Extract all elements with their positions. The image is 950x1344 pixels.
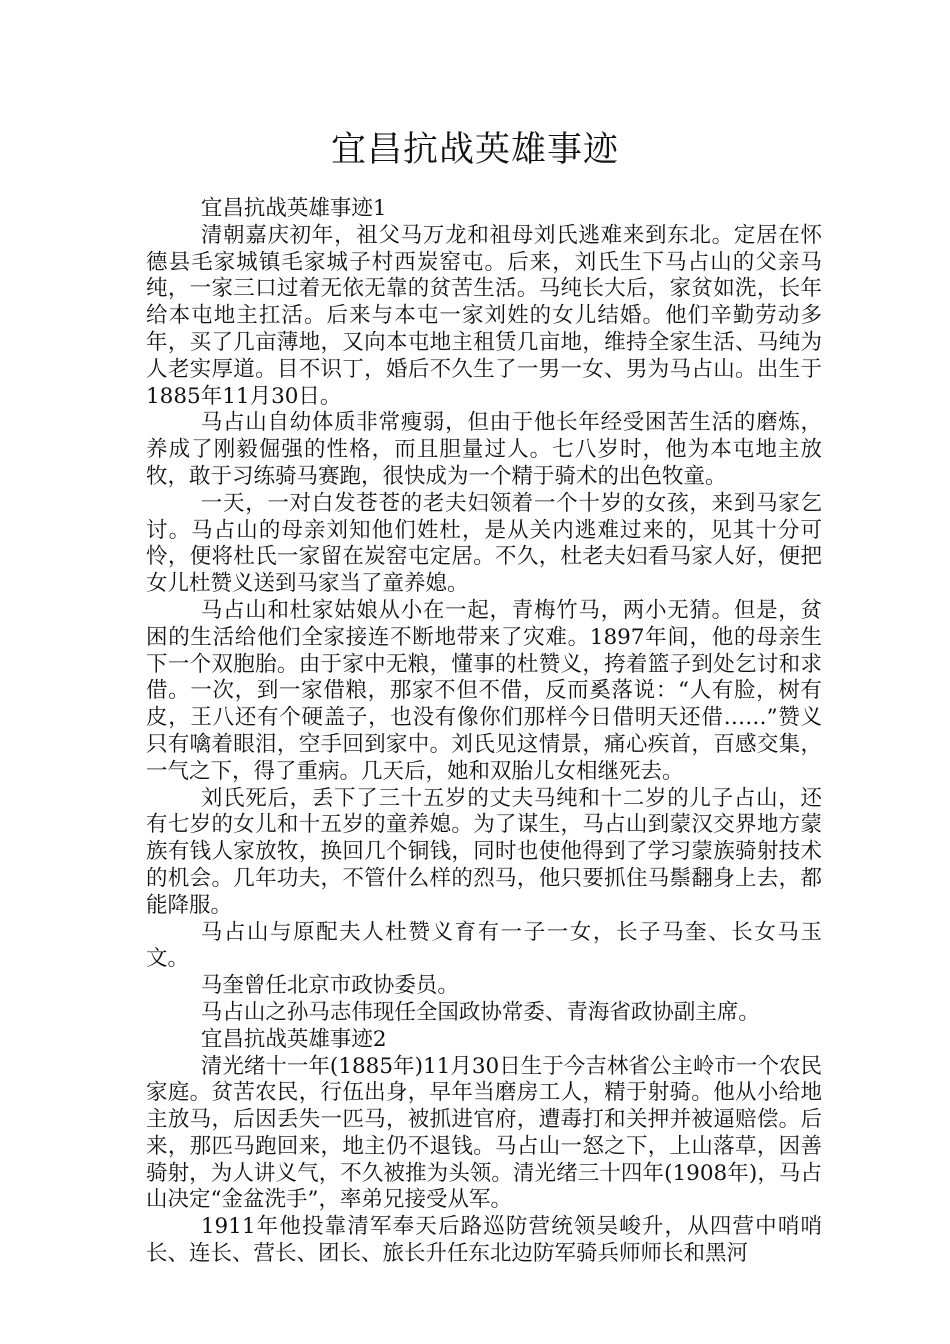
paragraph: 清朝嘉庆初年，祖父马万龙和祖母刘氏逃难来到东北。定居在怀德县毛家城镇毛家城子村西炭窑屯。后来，刘氏生下马占山的父亲马纯，一家三口过着无依无靠的贫苦生活。马纯长大后，家贫如洗，长年给本屯地主扛活。后来与本屯一家刘姓的女儿结婚。他们辛勤劳动多年，买了几亩薄地，又向本屯地主租赁几亩地，维持全家生活、马纯为人老实厚道。目不识丁，婚后不久生了一男一女、男为马占山。出生于1885年11月30日。 — [146, 222, 822, 409]
paragraph: 马奎曾任北京市政协委员。 — [200, 973, 459, 999]
document-body — [146, 196, 822, 1268]
paragraph: 马占山自幼体质非常瘦弱，但由于他长年经受困苦生活的磨炼，养成了刚毅倔强的性格，而且胆量过人。七八岁时，他为本屯地主放牧，敢于习练骑马赛跑，很快成为一个精于骑术的出色牧童。 — [146, 410, 822, 489]
paragraph: 马占山和杜家姑娘从小在一起，青梅竹马，两小无猜。但是，贫困的生活给他们全家接连不断地带来了灾难。1897年间，他的母亲生下一个双胞胎。由于家中无粮，懂事的杜赞义，挎着篮子到处乞讨和求借。一次，到一家借粮，那家不但不借，反而奚落说：“人有脸，树有皮，王八还有个硬盖子，也没有像你们那样今日借明天还借……”赞义只有噙着眼泪，空手回到家中。刘氏见这情景，痛心疾首，百感交集，一气之下，得了重病。几天后，她和双胎儿女相继死去。 — [146, 597, 822, 784]
paragraph: 清光绪十一年(1885年)11月30日生于今吉林省公主岭市一个农民家庭。贫苦农民，行伍出身，早年当磨房工人，精于射骑。他从小给地主放马，后因丢失一匹马，被抓进官府，遭毒打和关押并被逼赔偿。后来，那匹马跑回来，地主仍不退钱。马占山一怒之下，上山落草，因善骑射，为人讲义气，不久被推为头领。清光绪三十四年(1908年)，马占山决定“金盆洗手”，率弟兄接受从军。 — [146, 1053, 822, 1213]
paragraph: 宜昌抗战英雄事迹2 — [200, 1026, 387, 1052]
paragraph: 马占山之孙马志伟现任全国政协常委、青海省政协副主席。 — [200, 999, 760, 1025]
paragraph: 宜昌抗战英雄事迹1 — [200, 196, 387, 221]
paragraph: 马占山与原配夫人杜赞义育有一子一女，长子马奎、长女马玉文。 — [146, 919, 822, 972]
document-title: 宜昌抗战英雄事迹 — [330, 130, 619, 170]
paragraph: 一天，一对白发苍苍的老夫妇领着一个十岁的女孩，来到马家乞讨。马占山的母亲刘知他们姓杜，是从关内逃难过来的，见其十分可怜，便将杜氏一家留在炭窑屯定居。不久，杜老夫妇看马家人好，便把女儿杜赞义送到马家当了童养媳。 — [146, 490, 822, 597]
paragraph: 1911年他投靠清军奉天后路巡防营统领吴峻升，从四营中哨哨长、连长、营长、团长、旅长升任东北边防军骑兵师师长和黑河 — [146, 1214, 822, 1267]
paragraph: 刘氏死后，丢下了三十五岁的丈夫马纯和十二岁的儿子占山，还有七岁的女儿和十五岁的童养媳。为了谋生，马占山到蒙汉交界地方蒙族有钱人家放牧，换回几个铜钱，同时也使他得到了学习蒙族骑射技术的机会。几年功夫，不管什么样的烈马，他只要抓住马鬃翻身上去，都能降服。 — [146, 785, 822, 918]
